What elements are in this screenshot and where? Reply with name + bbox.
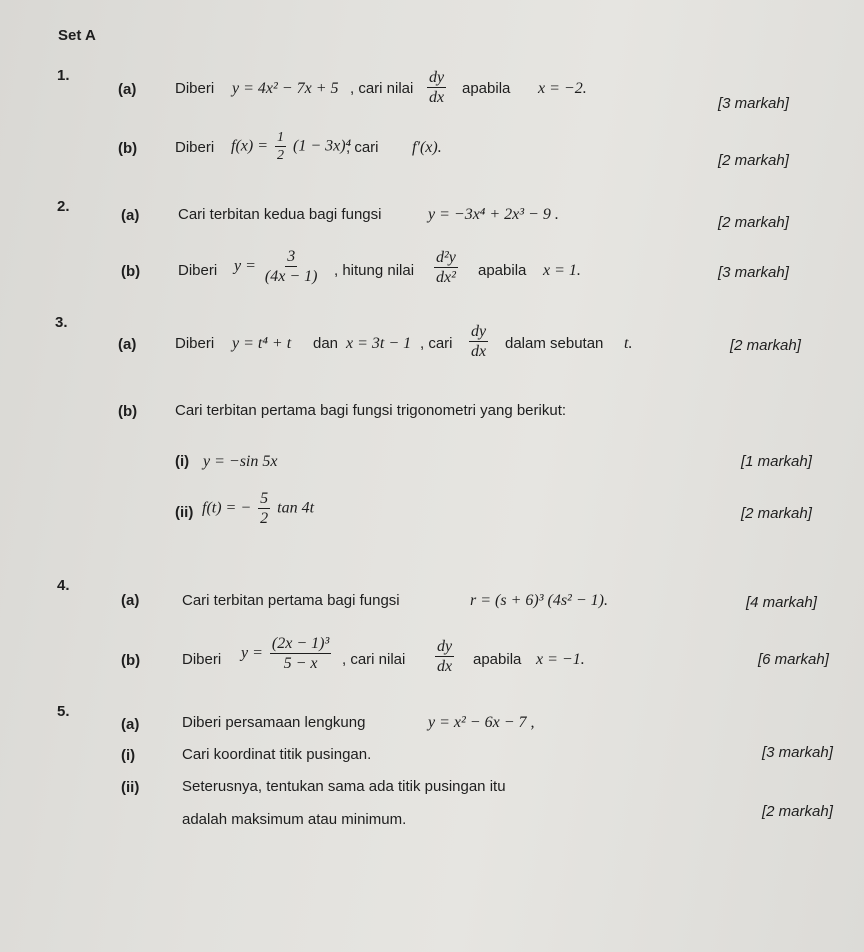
question-number: 1. xyxy=(57,67,70,84)
question-number: 4. xyxy=(57,577,70,594)
equation: y = $\frac{3}{(4x - 1)}$ xyxy=(234,248,318,285)
question-text: Diberi xyxy=(175,80,215,97)
marks: [1 markah] xyxy=(741,453,812,470)
derivative-fraction: $\frac{dy}{dx}$ xyxy=(429,69,445,106)
question-text: dan xyxy=(313,335,339,352)
equation: f(t) = − $\frac{5}{2}$ tan 4t xyxy=(202,490,315,527)
subpart-label: (i) xyxy=(175,453,190,470)
part-label: (b) xyxy=(118,140,138,157)
variable: t. xyxy=(624,335,633,352)
marks: [3 markah] xyxy=(762,744,833,761)
marks: [2 markah] xyxy=(718,152,789,169)
part-label: (a) xyxy=(121,716,140,733)
part-label: (b) xyxy=(118,403,138,420)
condition: x = −1. xyxy=(536,651,585,668)
question-text: Diberi xyxy=(175,335,215,352)
equation: f′(x). xyxy=(412,139,442,156)
equation: y = −3x⁴ + 2x³ − 9 . xyxy=(428,206,559,223)
part-label: (b) xyxy=(121,652,141,669)
marks: [4 markah] xyxy=(746,594,817,611)
equation: f(x) = $\frac{1}{2}$ (1 − 3x)⁴ xyxy=(231,130,352,163)
question-text: apabila xyxy=(478,262,527,279)
marks: [3 markah] xyxy=(718,95,789,112)
marks: [3 markah] xyxy=(718,264,789,281)
part-label: (a) xyxy=(121,592,140,609)
marks: [2 markah] xyxy=(718,214,789,231)
subpart-label: (ii) xyxy=(175,504,194,521)
equation: y = t⁴ + t xyxy=(232,335,292,352)
question-text: , cari nilai xyxy=(342,651,406,668)
equation: y = $\frac{\text{(2x − 1)³}}{5 - x}$ xyxy=(241,635,330,672)
question-text: adalah maksimum atau minimum. xyxy=(182,811,407,828)
part-label: (a) xyxy=(121,207,140,224)
second-derivative-fraction: $\frac{\text{d²y}}{\text{dx²}}$ xyxy=(436,249,456,286)
equation: y = −sin 5x xyxy=(203,453,278,470)
marks: [2 markah] xyxy=(762,803,833,820)
marks: [6 markah] xyxy=(758,651,829,668)
part-label: (a) xyxy=(118,336,137,353)
derivative-fraction: $\frac{dy}{dx}$ xyxy=(471,323,487,360)
derivative-fraction: $\frac{dy}{dx}$ xyxy=(437,638,453,675)
condition: x = −2. xyxy=(538,80,587,97)
question-text: Diberi persamaan lengkung xyxy=(182,714,366,731)
equation: y = x² − 6x − 7 , xyxy=(428,714,535,731)
question-text: apabila xyxy=(462,80,511,97)
question-text: Cari terbitan pertama bagi fungsi trigonometri yang berikut: xyxy=(175,402,567,419)
set-title: Set A xyxy=(58,27,96,44)
part-label: (a) xyxy=(118,81,137,98)
equation: x = 3t − 1 xyxy=(346,335,412,352)
question-text: Cari terbitan pertama bagi fungsi xyxy=(182,592,400,609)
condition: x = 1. xyxy=(543,262,581,279)
question-text: Diberi xyxy=(175,139,215,156)
question-text: Cari koordinat titik pusingan. xyxy=(182,746,372,763)
part-label: (b) xyxy=(121,263,141,280)
question-text: Seterusnya, tentukan sama ada titik pusingan itu xyxy=(182,778,506,795)
question-text: Cari terbitan kedua bagi fungsi xyxy=(178,206,382,223)
marks: [2 markah] xyxy=(730,337,801,354)
question-number: 2. xyxy=(57,198,70,215)
question-text: apabila xyxy=(473,651,522,668)
marks: [2 markah] xyxy=(741,505,812,522)
question-number: 3. xyxy=(55,314,68,331)
question-text: Diberi xyxy=(178,262,218,279)
equation: r = (s + 6)³ (4s² − 1). xyxy=(470,592,608,609)
question-number: 5. xyxy=(57,703,70,720)
question-text: dalam sebutan xyxy=(505,335,604,352)
question-text: , hitung nilai xyxy=(334,262,415,279)
subpart-label: (ii) xyxy=(121,779,140,796)
subpart-label: (i) xyxy=(121,747,136,764)
question-text: Diberi xyxy=(182,651,222,668)
equation: y = 4x² − 7x + 5 xyxy=(232,80,339,97)
question-text: , cari xyxy=(346,139,379,156)
question-text: , cari xyxy=(420,335,453,352)
question-text: , cari nilai xyxy=(350,80,414,97)
